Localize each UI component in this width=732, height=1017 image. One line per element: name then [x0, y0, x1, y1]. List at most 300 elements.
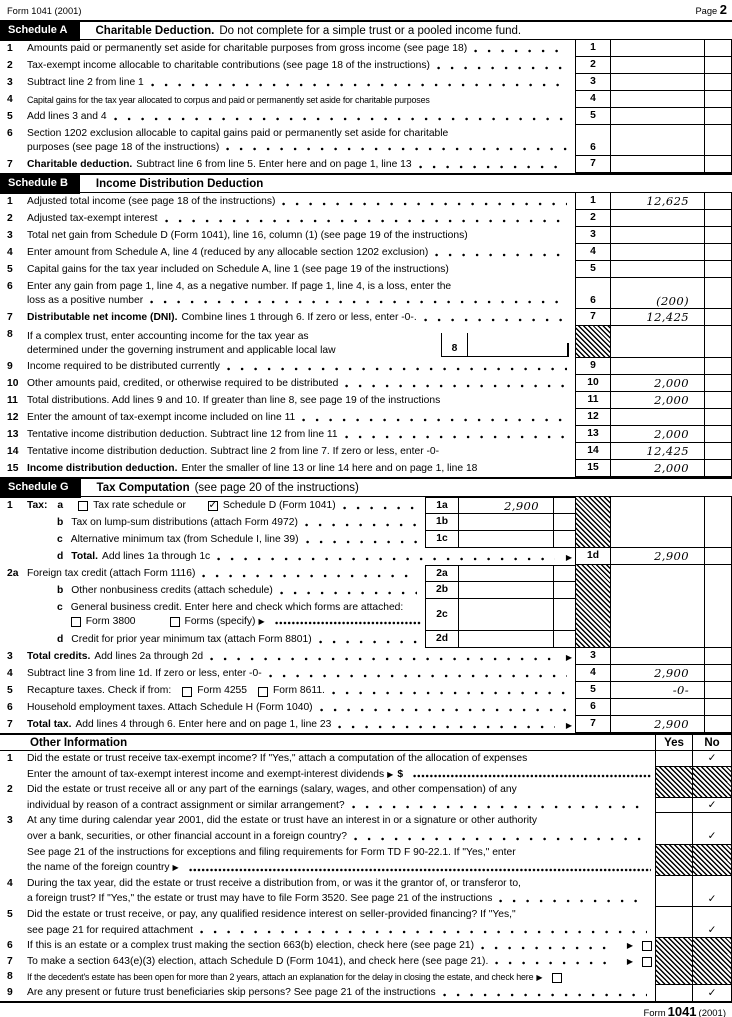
- schedule-g-line-2c: [0, 599, 575, 631]
- schedule-a-tag: Schedule A: [0, 20, 80, 41]
- yes-column-header: Yes: [655, 735, 692, 750]
- footer-form-word: Form: [643, 1007, 666, 1017]
- other-info-q9: [0, 985, 732, 1001]
- dot-leader: [481, 946, 616, 950]
- line-box: 15: [575, 460, 611, 477]
- amount-field[interactable]: 2,000: [611, 375, 704, 392]
- amount-field[interactable]: [611, 648, 704, 665]
- question-text: To make a section 643(e)(3) election, attach Schedule D (Form 1041), and check here (see page 21).: [27, 955, 489, 967]
- question-text: If this is an estate or a complex trust making the section 663(b) election, check here (see page 21): [27, 940, 475, 952]
- cents-field[interactable]: [704, 244, 732, 261]
- cents-field[interactable]: [704, 309, 732, 326]
- checkbox-label: Form 4255: [197, 685, 248, 696]
- sub-letter: b: [57, 517, 64, 528]
- line-number: 6: [7, 702, 13, 713]
- schedule-b-line-7: [0, 309, 732, 326]
- schedule-b-header: [0, 173, 732, 193]
- cents-field[interactable]: [704, 460, 732, 477]
- section-title: Other Information: [30, 737, 128, 749]
- dot-leader: [151, 83, 567, 87]
- amount-field[interactable]: 12,425: [611, 309, 704, 326]
- other-info-q2-line2: [0, 798, 732, 814]
- line-text: loss as a positive number: [27, 295, 144, 306]
- dot-leader: [202, 574, 417, 578]
- yes-checkbox-cell[interactable]: [655, 751, 692, 767]
- amount-field[interactable]: 2,000: [611, 460, 704, 477]
- arrow-right-icon: ▶: [258, 617, 265, 626]
- line-text-bold: Charitable deduction.: [27, 159, 133, 170]
- cents-field[interactable]: [704, 548, 732, 565]
- amount-field[interactable]: 2,000: [611, 426, 704, 443]
- hatched-cell: [655, 938, 692, 954]
- fill-in-line[interactable]: [189, 868, 651, 872]
- line-number: 12: [7, 412, 19, 423]
- cents-field[interactable]: [704, 108, 732, 125]
- arrow-right-icon: ▶: [387, 769, 394, 779]
- dot-leader: [332, 691, 567, 695]
- schedule-g-title-rest: (see page 20 of the instructions): [194, 481, 359, 494]
- line-text: Tentative income distribution deduction. Subtract line 12 from line 11: [27, 429, 338, 440]
- cents-field[interactable]: [704, 443, 732, 460]
- schedule-g-line-1b: [0, 514, 575, 531]
- line-number: 10: [7, 378, 19, 389]
- amount-field[interactable]: [611, 358, 704, 375]
- checkbox-label: Schedule D (Form 1041): [222, 500, 336, 511]
- form-4255-checkbox[interactable]: [182, 687, 192, 697]
- line-text: Tentative income distribution deduction. Subtract line 2 from line 7. If zero or less, enter -0-: [27, 446, 440, 457]
- line-text: Section 1202 exclusion allocable to capital gains paid or permanently set aside for charitable: [27, 128, 449, 139]
- dot-leader: [345, 384, 567, 388]
- cents-field[interactable]: [704, 261, 732, 278]
- line-box: 3: [575, 227, 611, 244]
- dollar-sign: $: [397, 768, 404, 780]
- schedule-g-header: [0, 477, 732, 497]
- schedule-d-checkbox[interactable]: [208, 501, 218, 511]
- no-checkbox-cell[interactable]: [692, 891, 732, 907]
- no-checkbox-cell[interactable]: [692, 985, 732, 1001]
- no-checkbox-cell[interactable]: [692, 829, 732, 845]
- dot-leader: [495, 961, 616, 965]
- hatched-cell: [655, 845, 692, 861]
- cents-field[interactable]: [704, 156, 732, 173]
- arrow-right-icon: ▶: [536, 972, 543, 982]
- form-3800-checkbox[interactable]: [71, 617, 81, 627]
- line-number: 3: [7, 815, 13, 827]
- line-number: 1: [7, 753, 13, 764]
- line-number: 7: [7, 159, 13, 170]
- dot-leader: [306, 540, 418, 544]
- hatched-cell: [692, 954, 732, 970]
- other-info-q4-line2: [0, 891, 732, 907]
- amount-field[interactable]: [611, 409, 704, 426]
- yes-checkbox-cell[interactable]: [655, 923, 692, 939]
- amount-field[interactable]: [459, 531, 553, 548]
- line-text: Total net gain from Schedule D (Form 1041), line 16, column (1) (see page 19 of the instructions): [27, 230, 468, 241]
- sub-letter: d: [57, 551, 64, 562]
- amount-field[interactable]: (200): [611, 278, 704, 309]
- line-number: 7: [7, 312, 13, 323]
- schedule-b-tag: Schedule B: [0, 173, 80, 194]
- cents-field[interactable]: [704, 125, 732, 156]
- line-text: Foreign tax credit (attach Form 1116): [27, 568, 196, 579]
- amount-field[interactable]: [611, 699, 704, 716]
- schedule-a-line-4: [0, 91, 732, 108]
- cents-field[interactable]: [553, 599, 575, 631]
- schedule-g-line-6: [0, 699, 732, 716]
- line-text-bold: Total tax.: [27, 719, 72, 730]
- dot-leader: [210, 657, 555, 661]
- no-checkbox-cell[interactable]: [692, 813, 732, 829]
- line-text-bold: Total credits.: [27, 651, 91, 662]
- cents-field[interactable]: [704, 91, 732, 108]
- cents-field[interactable]: [553, 531, 575, 548]
- line-text: General business credit. Enter here and check which forms are attached:: [70, 602, 404, 613]
- amount-field[interactable]: [459, 514, 553, 531]
- schedule-g-line-1d: [0, 548, 732, 565]
- line-box: 1b: [425, 514, 459, 531]
- cents-field[interactable]: [704, 326, 732, 358]
- line-box: 13: [575, 426, 611, 443]
- dot-leader: [227, 367, 567, 371]
- sub-letter: b: [57, 585, 64, 596]
- line-number: 5: [7, 111, 13, 122]
- cents-field[interactable]: [704, 210, 732, 227]
- line-text: Add lines 3 and 4: [27, 111, 107, 122]
- line-number: 3: [7, 651, 13, 662]
- question-text: individual by reason of a contract assignment or similar arrangement?: [27, 799, 345, 811]
- sub-letter: d: [57, 634, 64, 645]
- line-box: 6: [575, 278, 611, 309]
- schedule-g-title: Tax Computation: [96, 481, 190, 494]
- line-box: 9: [575, 358, 611, 375]
- line-text: Enter amount from Schedule A, line 4 (reduced by any allocable section 1202 exclusion): [27, 247, 429, 258]
- line-box: 5: [575, 682, 611, 699]
- dot-leader: [443, 993, 647, 997]
- schedule-g-line-2-block: [0, 565, 732, 648]
- amount-field[interactable]: 2,900: [611, 665, 704, 682]
- question-text: Did the estate or trust receive tax-exempt income? If "Yes," attach a computation of the allocation of expenses: [27, 753, 528, 764]
- line-box: 2: [575, 210, 611, 227]
- schedule-b-line-11: [0, 392, 732, 409]
- line-box: 1: [575, 193, 611, 210]
- cents-field[interactable]: [553, 631, 575, 648]
- line-text: Tax-exempt income allocable to charitable contributions (see page 18 of the instructions): [27, 60, 430, 71]
- amount-field[interactable]: 12,425: [611, 443, 704, 460]
- hatched-cell: [692, 767, 732, 783]
- schedule-a-line-5: [0, 108, 732, 125]
- no-checkbox-cell[interactable]: [692, 751, 732, 767]
- amount-field[interactable]: 2,900: [611, 548, 704, 565]
- check-icon: ✓: [707, 799, 717, 812]
- line-number: 11: [7, 395, 18, 406]
- question-text: see page 21 for required attachment: [27, 924, 194, 936]
- schedule-b-line-1: [0, 193, 732, 210]
- line-box: 2c: [425, 599, 459, 631]
- arrow-right-icon: ▶: [565, 552, 572, 562]
- amount-field[interactable]: -0-: [611, 682, 704, 699]
- dot-leader: [200, 930, 647, 934]
- cents-field: [704, 565, 732, 648]
- sub-letter: c: [57, 534, 63, 545]
- other-information-header: [0, 733, 732, 751]
- amount-field[interactable]: [611, 125, 704, 156]
- other-info-q1-line1: [0, 751, 732, 767]
- cents-field[interactable]: [704, 716, 732, 733]
- line-box: 1c: [425, 531, 459, 548]
- cents-field[interactable]: [704, 227, 732, 244]
- yes-checkbox-cell[interactable]: [655, 907, 692, 923]
- other-info-q3-line1: [0, 813, 732, 829]
- line-box: 4: [575, 665, 611, 682]
- form-8611-checkbox[interactable]: [258, 687, 268, 697]
- other-info-q5-line2: [0, 923, 732, 939]
- line-text-bold: Income distribution deduction.: [27, 463, 178, 474]
- schedule-a-line-1: [0, 40, 732, 57]
- dot-leader: [352, 805, 647, 809]
- amount-field[interactable]: [459, 565, 553, 582]
- sub-letter: a: [57, 500, 64, 511]
- line-number: 3: [7, 77, 13, 88]
- cents-field: [704, 497, 732, 548]
- line-text: Total distributions. Add lines 9 and 10. If greater than line 8, see page 19 of the instructions: [27, 395, 441, 406]
- schedule-b-line-9: [0, 358, 732, 375]
- line-box: 2: [575, 57, 611, 74]
- cents-field[interactable]: [704, 648, 732, 665]
- yes-checkbox-cell[interactable]: [655, 891, 692, 907]
- cents-field[interactable]: [704, 278, 732, 309]
- line-box: 1: [575, 40, 611, 57]
- line-box: 7: [575, 156, 611, 173]
- checkbox-label: Forms (specify): [184, 616, 256, 627]
- line-box: 14: [575, 443, 611, 460]
- dot-leader: [354, 837, 647, 841]
- arrow-right-icon: ▶: [565, 652, 572, 662]
- footer-year: (2001): [698, 1007, 726, 1017]
- line-box: 6: [575, 699, 611, 716]
- line-number: 1: [7, 196, 13, 207]
- schedule-g-line-5: [0, 682, 732, 699]
- line-box: 7: [575, 309, 611, 326]
- line-text: Subtract line 6 from line 5. Enter here and on page 1, line 13: [136, 159, 412, 170]
- amount-field[interactable]: [611, 40, 704, 57]
- cents-field[interactable]: [704, 409, 732, 426]
- page-footer: [0, 1001, 732, 1017]
- other-info-q5-line1: [0, 907, 732, 923]
- line-number: 4: [7, 668, 13, 679]
- schedule-b-line-8: [0, 326, 732, 358]
- line-number: 4: [7, 247, 13, 258]
- line-box: 2d: [425, 631, 459, 648]
- form-id-label: Form 1041 (2001): [7, 6, 82, 16]
- line-text: Alternative minimum tax (from Schedule I, line 39): [70, 534, 299, 545]
- amount-field[interactable]: [611, 74, 704, 91]
- line-number: 9: [7, 986, 13, 998]
- line-text: Adjusted total income (see page 18 of the instructions): [27, 196, 276, 207]
- schedule-b-line-3: [0, 227, 732, 244]
- question-text: Enter the amount of tax-exempt interest income and exempt-interest dividends: [27, 768, 385, 780]
- line-box: 7: [575, 716, 611, 733]
- amount-field[interactable]: [611, 244, 704, 261]
- line8-entry-box[interactable]: 8: [441, 333, 569, 357]
- cents-field[interactable]: [553, 497, 575, 514]
- line-text: If a complex trust, enter accounting income for the tax year as: [27, 331, 309, 342]
- hatched-cell: [655, 860, 692, 876]
- amount-field[interactable]: [611, 91, 704, 108]
- amount-field[interactable]: [611, 210, 704, 227]
- dot-leader: [419, 165, 567, 169]
- cents-field[interactable]: [704, 375, 732, 392]
- cents-field[interactable]: [553, 565, 575, 582]
- question-text: If the decedent's estate has been open for more than 2 years, attach an explanation for the delay in closing the estate, and check here: [27, 972, 534, 983]
- no-column-header: No: [692, 735, 732, 750]
- schedule-b-line-2: [0, 210, 732, 227]
- line-text: Capital gains for the tax year included on Schedule A, line 1 (see page 19 of the instructions): [27, 264, 449, 275]
- other-info-q4-line1: [0, 876, 732, 892]
- amount-field[interactable]: [611, 108, 704, 125]
- line-number: 8: [7, 329, 13, 340]
- no-checkbox-cell[interactable]: [692, 798, 732, 814]
- amount-field: [611, 497, 704, 548]
- line-text-bold: Total.: [71, 551, 98, 562]
- check-icon: ✓: [707, 752, 717, 765]
- amount-field[interactable]: [611, 261, 704, 278]
- line-text: Subtract line 3 from line 1d. If zero or less, enter -0-: [27, 668, 262, 679]
- line-text: Tax on lump-sum distributions (attach Form 4972): [71, 517, 298, 528]
- schedule-b-line-14: [0, 443, 732, 460]
- cents-field[interactable]: [553, 514, 575, 531]
- cents-field[interactable]: [704, 193, 732, 210]
- schedule-g-line-7: [0, 716, 732, 733]
- schedule-g-line-1c: [0, 531, 575, 548]
- other-info-q8: [0, 969, 732, 985]
- schedule-b-title: Income Distribution Deduction: [95, 177, 264, 190]
- schedule-a-line-6: [0, 125, 732, 156]
- line-text: Add lines 4 through 6. Enter here and on page 1, line 23: [75, 719, 332, 730]
- dot-leader: [302, 418, 567, 422]
- estate-open-2-years-checkbox[interactable]: [552, 973, 562, 983]
- dot-leader: [345, 435, 567, 439]
- tax-rate-schedule-checkbox[interactable]: [78, 501, 88, 511]
- dot-leader: [150, 300, 567, 304]
- line-box: 3: [575, 648, 611, 665]
- line-text: Enter the amount of tax-exempt income included on line 11: [27, 412, 296, 423]
- fill-in-line[interactable]: [275, 621, 421, 625]
- no-checkbox-cell[interactable]: [692, 876, 732, 892]
- amount-field[interactable]: [611, 156, 704, 173]
- schedule-a-header: [0, 20, 732, 40]
- section-663b-checkbox[interactable]: [642, 941, 652, 951]
- line-number: 9: [7, 361, 13, 372]
- no-checkbox-cell[interactable]: [692, 907, 732, 923]
- cents-field[interactable]: [704, 699, 732, 716]
- line-text: Credit for prior year minimum tax (attach Form 8801): [71, 634, 312, 645]
- cents-field[interactable]: [704, 392, 732, 409]
- line-box: 4: [575, 244, 611, 261]
- other-info-q7: [0, 954, 732, 970]
- amount-field[interactable]: 2,000: [611, 392, 704, 409]
- cents-field[interactable]: [704, 665, 732, 682]
- line-number: 7: [7, 719, 13, 730]
- schedule-g-line-2d: [0, 631, 575, 648]
- dot-leader: [269, 674, 567, 678]
- question-text: See page 21 of the instructions for exceptions and filing requirements for Form TD F 90-22.1. If "Yes," enter: [27, 846, 516, 858]
- line-text-bold: Tax:: [27, 500, 48, 511]
- yes-checkbox-cell[interactable]: [655, 876, 692, 892]
- question-text: Did the estate or trust receive, or pay, any qualified residence interest on seller-provided financing? If "Yes,": [27, 908, 516, 920]
- cents-field[interactable]: [704, 426, 732, 443]
- cents-field[interactable]: [553, 582, 575, 599]
- schedule-a-line-7: [0, 156, 732, 173]
- question-text: Are any present or future trust beneficiaries skip persons? See page 21 of the instructions: [27, 986, 436, 998]
- question-text: the name of the foreign country: [27, 862, 170, 874]
- schedule-b-line-5: [0, 261, 732, 278]
- forms-specify-checkbox[interactable]: [170, 617, 180, 627]
- amount-field[interactable]: [611, 326, 704, 358]
- amount-field[interactable]: [459, 599, 553, 631]
- hatched-cell: [655, 767, 692, 783]
- no-checkbox-cell[interactable]: [692, 923, 732, 939]
- line-box: 2a: [425, 565, 459, 582]
- line-number: 5: [7, 264, 13, 275]
- hatched-cell: [692, 845, 732, 861]
- yes-checkbox-cell[interactable]: [655, 798, 692, 814]
- amount-field[interactable]: [611, 227, 704, 244]
- hatched-cell: [692, 860, 732, 876]
- line-text: Capital gains for the tax year allocated to corpus and paid or permanently set aside for charitable purposes: [27, 95, 430, 105]
- amount-field[interactable]: 12,625: [611, 193, 704, 210]
- amount-field[interactable]: 2,900: [459, 497, 553, 514]
- fill-in-line[interactable]: [413, 774, 651, 778]
- cents-field[interactable]: [704, 74, 732, 91]
- amount-field[interactable]: [611, 57, 704, 74]
- line-text: Income required to be distributed currently: [27, 361, 220, 372]
- cents-field[interactable]: [704, 40, 732, 57]
- line-text: Other nonbusiness credits (attach schedule): [71, 585, 273, 596]
- section-643e3-checkbox[interactable]: [642, 957, 652, 967]
- line-number: 2: [7, 60, 13, 71]
- cents-field[interactable]: [704, 358, 732, 375]
- yes-checkbox-cell[interactable]: [655, 813, 692, 829]
- amount-field[interactable]: [459, 631, 553, 648]
- arrow-right-icon: ▶: [172, 863, 179, 873]
- question-text: During the tax year, did the estate or trust receive a distribution from, or was it the grantor of, or transferor to,: [27, 877, 521, 889]
- schedule-a-line-3: [0, 74, 732, 91]
- schedule-g-line-1a: [0, 497, 575, 514]
- amount-field[interactable]: [459, 582, 553, 599]
- amount-field[interactable]: 2,900: [611, 716, 704, 733]
- cents-field[interactable]: [704, 682, 732, 699]
- line-text: Enter any gain from page 1, line 4, as a negative number. If page 1, line 4, is a loss, enter the: [27, 281, 452, 292]
- dot-leader: [305, 523, 417, 527]
- line-number: 1: [7, 500, 13, 511]
- line-text: Add lines 1a through 1c: [102, 551, 211, 562]
- line-number: 15: [7, 463, 19, 474]
- check-icon: ✓: [208, 499, 218, 511]
- cents-field[interactable]: [704, 57, 732, 74]
- other-info-q2-line1: [0, 782, 732, 798]
- line-number: 4: [7, 94, 13, 105]
- checkbox-label: Form 8611.: [273, 685, 325, 696]
- line-number: 7: [7, 955, 13, 967]
- question-text: At any time during calendar year 2001, did the estate or trust have an interest in or a signature or other authority: [27, 815, 537, 827]
- line-text: Subtract line 2 from line 1: [27, 77, 144, 88]
- yes-checkbox-cell[interactable]: [655, 829, 692, 845]
- yes-checkbox-cell[interactable]: [655, 985, 692, 1001]
- line-number: 5: [7, 685, 13, 696]
- schedule-b-line-12: [0, 409, 732, 426]
- line-number: 2: [7, 213, 13, 224]
- line-number: 8: [7, 971, 13, 983]
